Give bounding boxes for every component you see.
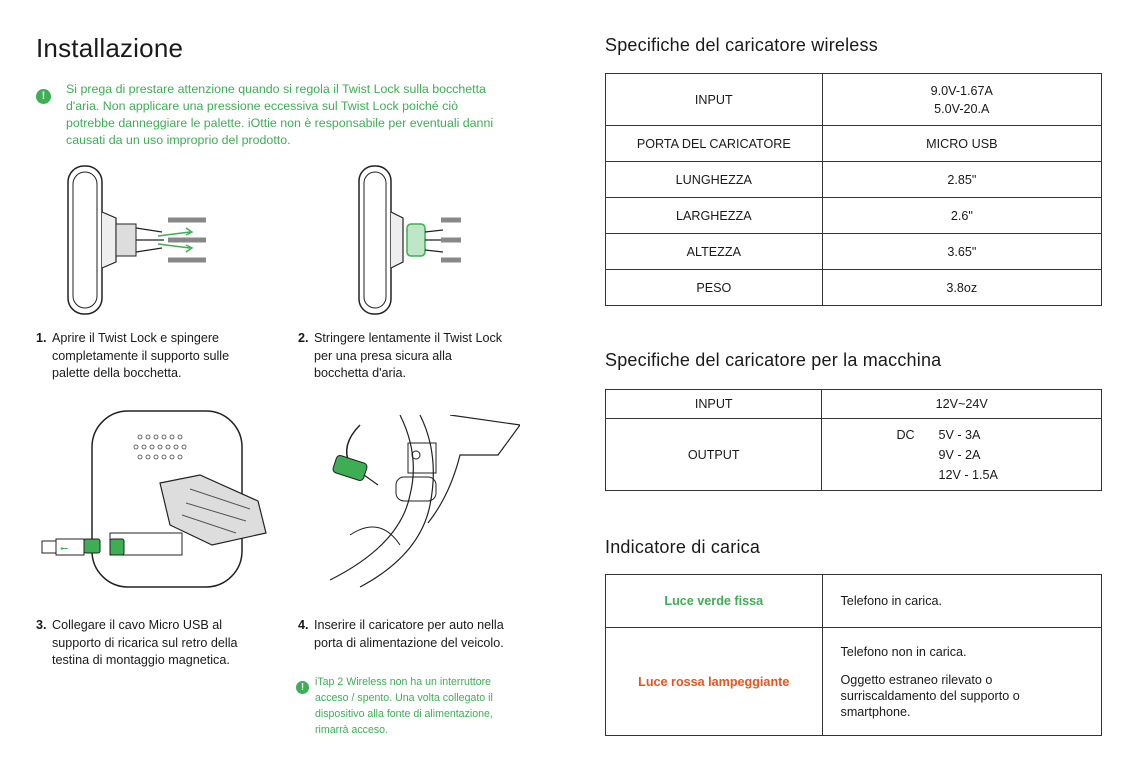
step-2	[298, 330, 508, 383]
table-row	[606, 575, 1102, 628]
red-text-line: Oggetto estraneo rilevato o surriscaldamento del supporto o smartphone.	[840, 672, 1020, 719]
table-row	[606, 162, 1102, 198]
car-specs-title: Specifiche del caricatore per la macchina	[605, 350, 942, 370]
step-number: 3.	[36, 618, 47, 632]
output-value: 12V - 1.5A	[938, 467, 998, 482]
output-value: 9V - 2A	[938, 447, 981, 462]
warning-icon: !	[36, 86, 51, 104]
step-number: 1.	[36, 331, 47, 345]
step-4	[298, 617, 518, 652]
step1-illustration	[60, 162, 220, 318]
table-row	[606, 390, 1102, 419]
note-icon: !	[296, 677, 309, 695]
red-light-text	[822, 628, 1101, 736]
wireless-specs-table	[605, 73, 1102, 306]
step3-illustration	[40, 405, 280, 595]
car-specs-table	[605, 389, 1102, 491]
step-number: 2.	[298, 331, 309, 345]
step-number: 4.	[298, 618, 309, 632]
dc-label: DC	[896, 427, 915, 442]
table-row	[606, 234, 1102, 270]
table-row	[606, 198, 1102, 234]
green-light-label: Luce verde fissa	[606, 575, 823, 628]
table-row	[606, 270, 1102, 306]
spec-value: MICRO USB	[822, 126, 1101, 162]
table-row	[606, 74, 1102, 126]
indicator-table	[605, 574, 1102, 736]
spec-label: OUTPUT	[606, 419, 822, 491]
indicator-title: Indicatore di carica	[605, 537, 761, 557]
page-title: Installazione	[36, 33, 184, 63]
spec-value: 3.8oz	[822, 270, 1101, 306]
spec-value: 2.85"	[822, 162, 1101, 198]
table-row	[606, 126, 1102, 162]
warning-text: Si prega di prestare attenzione quando si regola il Twist Lock sulla bocchetta d'aria. Non applicare una pressione eccessiva sul Twist Lock poiché ciò potrebbe danneggiare le palette. iOttie non è responsabile per eventuali danni causati da un uso improprio del prodotto.	[66, 82, 494, 147]
usb-symbol: ⭠	[60, 543, 68, 554]
table-row	[606, 628, 1102, 736]
spec-value: 9.0V-1.67A 5.0V-20.A	[822, 74, 1101, 126]
step-1	[36, 330, 256, 383]
step-text: Aprire il Twist Lock e spingere completamente il supporto sulle palette della bocchetta.	[52, 331, 230, 380]
spec-value: 3.65"	[822, 234, 1101, 270]
spec-label: LUNGHEZZA	[606, 162, 823, 198]
red-light-label: Luce rossa lampeggiante	[606, 628, 823, 736]
table-row	[606, 419, 1102, 491]
step-3	[36, 617, 266, 670]
output-value: 5V - 3A	[938, 427, 981, 442]
green-light-text: Telefono in carica.	[822, 575, 1101, 628]
spec-label: PESO	[606, 270, 823, 306]
spec-label: ALTEZZA	[606, 234, 823, 270]
spec-label: LARGHEZZA	[606, 198, 823, 234]
spec-value	[822, 419, 1102, 491]
spec-label: INPUT	[606, 74, 823, 126]
step-text: Stringere lentamente il Twist Lock per una presa sicura alla bocchetta d'aria.	[314, 331, 503, 380]
step2-illustration	[345, 162, 475, 318]
step-text: Collegare il cavo Micro USB al supporto di ricarica sul retro della testina di montaggio magnetica.	[52, 618, 238, 667]
spec-value: 12V~24V	[822, 390, 1102, 419]
spec-label: PORTA DEL CARICATORE	[606, 126, 823, 162]
spec-value: 2.6"	[822, 198, 1101, 234]
note-text: iTap 2 Wireless non ha un interruttore acceso / spento. Una volta collegato il dispositivo alla fonte di alimentazione, rimarrà acceso.	[315, 676, 493, 736]
red-text-line: Telefono non in carica.	[840, 644, 967, 659]
wireless-specs-title: Specifiche del caricatore wireless	[605, 35, 878, 55]
spec-label: INPUT	[606, 390, 822, 419]
step-text: Inserire il caricatore per auto nella porta di alimentazione del veicolo.	[314, 618, 504, 650]
step4-illustration	[320, 415, 520, 590]
